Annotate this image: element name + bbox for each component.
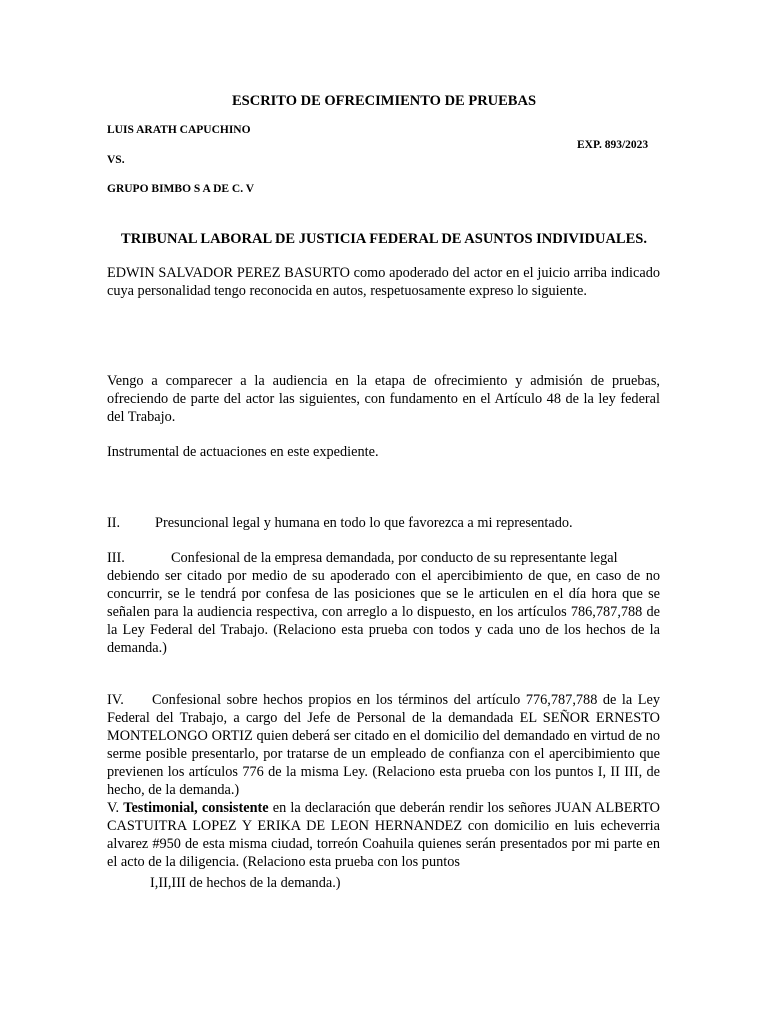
- instrumental-paragraph: Instrumental de actuaciones en este expediente.: [107, 444, 379, 460]
- item-ii-text: Presuncional legal y humana en todo lo que favorezca a mi representado.: [155, 515, 573, 531]
- item-v: [107, 800, 660, 872]
- item-iv: [107, 692, 660, 799]
- intro-paragraph: EDWIN SALVADOR PEREZ BASURTO como apoderado del actor en el juicio arriba indicado cuya personalidad tengo reconocida en autos, respetuosamente expreso lo siguiente.: [107, 265, 660, 299]
- tribunal-heading: TRIBUNAL LABORAL DE JUSTICIA FEDERAL DE ASUNTOS INDIVIDUALES.: [121, 231, 647, 247]
- document-title: ESCRITO DE OFRECIMIENTO DE PRUEBAS: [231, 93, 537, 109]
- item-ii: [107, 515, 573, 533]
- item-v-last-line: I,II,III de hechos de la demanda.): [150, 875, 341, 891]
- defendant-name: GRUPO BIMBO S A DE C. V: [107, 183, 255, 195]
- item-iii-first-line: [107, 550, 618, 568]
- expediente-number: EXP. 893/2023: [577, 139, 649, 151]
- item-iv-text: Confesional sobre hechos propios en los términos del artículo 776,787,788 de la Ley Federal del Trabajo, a cargo del Jefe de Personal de la demandada EL SEÑOR ERNESTO MONTELONGO ORTIZ quien deberá ser citado en el domicilio del demandado en virtud de no serme posible presentarlo, por tratarse de un empleado de confianza con el apercibimiento que previenen los artículos 776 de la misma Ley. (Relaciono esta prueba con los puntos I, II III, de hecho, de la demanda.): [107, 692, 660, 798]
- actor-name: LUIS ARATH CAPUCHINO: [107, 124, 251, 136]
- item-iv-number: IV.: [107, 692, 124, 708]
- item-v-label: Testimonial, consistente: [123, 800, 269, 816]
- item-v-text: en la declaración que deberán rendir los señores JUAN ALBERTO CASTUITRA LOPEZ Y ERIKA DE LEON HERNANDEZ con domicilio en luis echeverria alvarez #950 de esta misma ciudad, torreón Coahuila quienes serán presentados por mi parte en el acto de la diligencia. (Relaciono esta prueba con los puntos: [107, 800, 660, 870]
- item-v-number: V.: [107, 800, 120, 816]
- item-ii-number: II.: [107, 515, 121, 531]
- comparecer-paragraph: Vengo a comparecer a la audiencia en la etapa de ofrecimiento y admisión de pruebas, ofreciendo de parte del actor las siguientes, con fundamento en el Artículo 48 de la ley federal del Trabajo.: [107, 373, 660, 425]
- item-iii-text: debiendo ser citado por medio de su apoderado con el apercibimiento de que, en caso de no concurrir, se le tendrá por confesa de las posiciones que se le articulen en el día hora que se señalen para la audiencia respectiva, con arreglo a lo dispuesto, en los artículos 786,787,788 de la Ley Federal del Trabajo. (Relaciono esta prueba con todos y cada uno de los hechos de la demanda.): [107, 568, 660, 656]
- item-iii-first-text: Confesional de la empresa demandada, por conducto de su representante legal: [171, 550, 618, 566]
- item-iii-number: III.: [107, 550, 125, 566]
- versus-label: VS.: [107, 154, 125, 166]
